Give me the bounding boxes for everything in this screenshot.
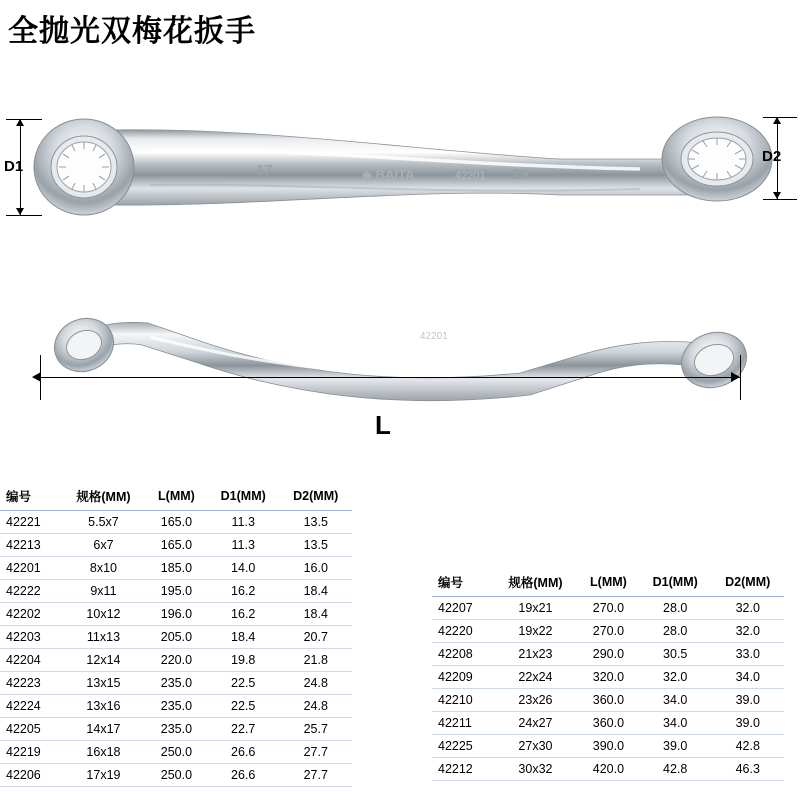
cell-l: 165.0 <box>146 534 207 557</box>
engraving-brand: ◆ BAITA <box>362 167 415 182</box>
cell-spec: 11x13 <box>61 626 146 649</box>
cell-d1: 16.2 <box>207 603 280 626</box>
cell-d2: 27.7 <box>279 764 352 787</box>
cell-d1: 18.4 <box>207 626 280 649</box>
cell-d1: 42.8 <box>639 758 712 781</box>
cell-l: 250.0 <box>146 741 207 764</box>
cell-l: 195.0 <box>146 580 207 603</box>
cell-code: 42224 <box>0 695 61 718</box>
cell-spec: 16x18 <box>61 741 146 764</box>
table-row <box>0 695 352 718</box>
l-tick-left <box>40 355 41 400</box>
table-row <box>432 712 784 735</box>
cell-code: 42211 <box>432 712 493 735</box>
cell-d2: 46.3 <box>711 758 784 781</box>
cell-l: 270.0 <box>578 597 639 620</box>
d2-tick-bottom <box>763 199 797 200</box>
cell-l: 235.0 <box>146 695 207 718</box>
cell-d2: 39.0 <box>711 712 784 735</box>
cell-d1: 26.6 <box>207 741 280 764</box>
cell-code: 42212 <box>432 758 493 781</box>
table-row <box>432 735 784 758</box>
spec-table-right-wrapper <box>432 568 784 781</box>
d2-arrow-top <box>773 117 781 124</box>
cell-l: 235.0 <box>146 672 207 695</box>
cell-d1: 32.0 <box>639 666 712 689</box>
wrench-drawing <box>0 55 800 465</box>
cell-code: 42207 <box>432 597 493 620</box>
col-header-d2: D2(MM) <box>711 568 784 597</box>
cell-d2: 25.7 <box>279 718 352 741</box>
cell-code: 42201 <box>0 557 61 580</box>
cell-d1: 28.0 <box>639 620 712 643</box>
col-header-code: 编号 <box>432 568 493 597</box>
cell-spec: 17x19 <box>61 764 146 787</box>
cell-l: 235.0 <box>146 718 207 741</box>
cell-d1: 11.3 <box>207 511 280 534</box>
col-header-code: 编号 <box>0 482 61 511</box>
col-header-spec: 规格(MM) <box>61 482 146 511</box>
cell-d1: 22.7 <box>207 718 280 741</box>
l-label: L <box>375 410 391 440</box>
cell-l: 185.0 <box>146 557 207 580</box>
cell-d1: 26.6 <box>207 764 280 787</box>
cell-d2: 20.7 <box>279 626 352 649</box>
cell-d2: 42.8 <box>711 735 784 758</box>
table-row <box>432 620 784 643</box>
cell-d2: 18.4 <box>279 580 352 603</box>
cell-l: 390.0 <box>578 735 639 758</box>
cell-code: 42205 <box>0 718 61 741</box>
spec-table-left-wrapper <box>0 482 352 787</box>
table-row <box>432 643 784 666</box>
cell-d1: 22.5 <box>207 695 280 718</box>
cell-spec: 21x23 <box>493 643 578 666</box>
cell-spec: 30x32 <box>493 758 578 781</box>
table-row <box>0 511 352 534</box>
cell-l: 250.0 <box>146 764 207 787</box>
table-row <box>432 597 784 620</box>
d1-tick-bottom <box>6 215 42 216</box>
spec-table-left <box>0 482 352 787</box>
d1-arrow-bottom <box>16 208 24 215</box>
cell-code: 42204 <box>0 649 61 672</box>
cell-code: 42213 <box>0 534 61 557</box>
d1-arrow-top <box>16 119 24 126</box>
table-row <box>0 603 352 626</box>
page-title: 全抛光双梅花扳手 <box>8 15 256 48</box>
engraving-side: 42201 <box>420 331 448 342</box>
cell-d1: 22.5 <box>207 672 280 695</box>
cell-d2: 16.0 <box>279 557 352 580</box>
l-tick-right <box>740 355 741 400</box>
product-illustration <box>0 55 800 465</box>
cell-code: 42221 <box>0 511 61 534</box>
cell-code: 42209 <box>432 666 493 689</box>
cell-d1: 14.0 <box>207 557 280 580</box>
table-row <box>0 764 352 787</box>
cell-d1: 19.8 <box>207 649 280 672</box>
cell-l: 205.0 <box>146 626 207 649</box>
col-header-d1: D1(MM) <box>639 568 712 597</box>
table-row <box>0 557 352 580</box>
cell-d1: 34.0 <box>639 712 712 735</box>
cell-spec: 13x16 <box>61 695 146 718</box>
cell-l: 290.0 <box>578 643 639 666</box>
cell-l: 270.0 <box>578 620 639 643</box>
cell-code: 42219 <box>0 741 61 764</box>
cell-d2: 13.5 <box>279 511 352 534</box>
cell-d2: 24.8 <box>279 695 352 718</box>
cell-d2: 32.0 <box>711 620 784 643</box>
cell-d2: 21.8 <box>279 649 352 672</box>
cell-spec: 27x30 <box>493 735 578 758</box>
cell-d2: 24.8 <box>279 672 352 695</box>
cell-spec: 14x17 <box>61 718 146 741</box>
cell-spec: 5.5x7 <box>61 511 146 534</box>
cell-d1: 28.0 <box>639 597 712 620</box>
cell-code: 42225 <box>432 735 493 758</box>
cell-code: 42220 <box>432 620 493 643</box>
cell-d1: 11.3 <box>207 534 280 557</box>
cell-spec: 23x26 <box>493 689 578 712</box>
table-header-row <box>0 482 352 511</box>
cell-code: 42210 <box>432 689 493 712</box>
cell-spec: 13x15 <box>61 672 146 695</box>
col-header-spec: 规格(MM) <box>493 568 578 597</box>
table-row <box>0 718 352 741</box>
cell-spec: 12x14 <box>61 649 146 672</box>
cell-spec: 8x10 <box>61 557 146 580</box>
table-row <box>432 666 784 689</box>
cell-code: 42206 <box>0 764 61 787</box>
cell-spec: 19x22 <box>493 620 578 643</box>
cell-d1: 30.5 <box>639 643 712 666</box>
cell-code: 42222 <box>0 580 61 603</box>
cell-l: 420.0 <box>578 758 639 781</box>
cell-d2: 34.0 <box>711 666 784 689</box>
cell-spec: 24x27 <box>493 712 578 735</box>
col-header-l: L(MM) <box>578 568 639 597</box>
l-arrow-right <box>731 372 740 382</box>
cell-l: 360.0 <box>578 689 639 712</box>
table-row <box>0 626 352 649</box>
table-row <box>0 580 352 603</box>
table-header-row <box>432 568 784 597</box>
d1-tick-top <box>6 119 42 120</box>
spec-table-right <box>432 568 784 781</box>
table-row <box>0 741 352 764</box>
cell-d1: 39.0 <box>639 735 712 758</box>
table-row <box>0 534 352 557</box>
cell-d2: 13.5 <box>279 534 352 557</box>
cell-code: 42223 <box>0 672 61 695</box>
d2-label: D2 <box>762 148 782 165</box>
cell-l: 360.0 <box>578 712 639 735</box>
col-header-d2: D2(MM) <box>279 482 352 511</box>
cell-l: 320.0 <box>578 666 639 689</box>
cell-d2: 33.0 <box>711 643 784 666</box>
engraving-size-left: 17 <box>256 162 273 179</box>
table-row <box>432 689 784 712</box>
cell-d2: 18.4 <box>279 603 352 626</box>
cell-d2: 32.0 <box>711 597 784 620</box>
cell-l: 220.0 <box>146 649 207 672</box>
d2-arrow-bottom <box>773 192 781 199</box>
d2-tick-top <box>763 117 797 118</box>
cell-code: 42208 <box>432 643 493 666</box>
table-row <box>0 672 352 695</box>
cell-spec: 10x12 <box>61 603 146 626</box>
cell-code: 42202 <box>0 603 61 626</box>
cell-d1: 16.2 <box>207 580 280 603</box>
col-header-d1: D1(MM) <box>207 482 280 511</box>
cell-spec: 19x21 <box>493 597 578 620</box>
cell-spec: 6x7 <box>61 534 146 557</box>
col-header-l: L(MM) <box>146 482 207 511</box>
cell-d1: 34.0 <box>639 689 712 712</box>
cell-spec: 22x24 <box>493 666 578 689</box>
cell-spec: 9x11 <box>61 580 146 603</box>
engraving-size-right: 19 <box>512 166 529 183</box>
l-dimension-line <box>40 377 740 378</box>
d1-label: D1 <box>4 158 24 175</box>
cell-code: 42203 <box>0 626 61 649</box>
cell-l: 196.0 <box>146 603 207 626</box>
table-row <box>0 649 352 672</box>
table-row <box>432 758 784 781</box>
cell-d2: 39.0 <box>711 689 784 712</box>
cell-d2: 27.7 <box>279 741 352 764</box>
engraving-mark: 42201 <box>455 170 486 182</box>
cell-l: 165.0 <box>146 511 207 534</box>
